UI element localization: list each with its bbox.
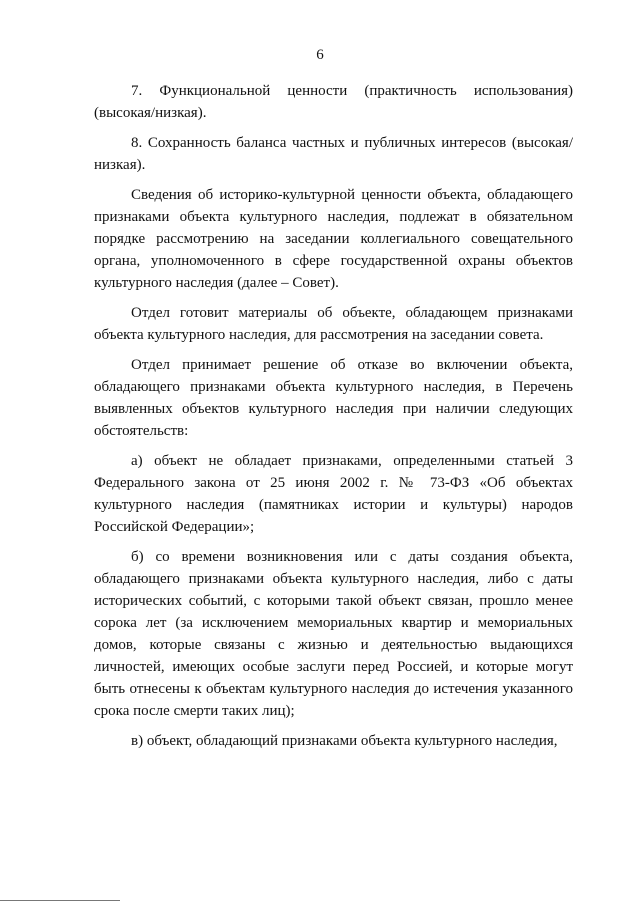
paragraph-criterion-7: 7. Функциональной ценности (практичность использования) (высокая/низкая). (94, 83, 573, 121)
document-body (94, 80, 573, 760)
paragraph-refusal-decision: Отдел принимает решение об отказе во включении объекта, обладающего признаками объекта культурного наследия, в Перечень выявленных объектов культурного наследия при наличии следующих обстоятельств: (94, 357, 573, 439)
paragraph-materials: Отдел готовит материалы об объекте, обладающем признаками объекта культурного наследия, для рассмотрения на заседании совета. (94, 305, 573, 343)
paragraph-item-b: б) со времени возникновения или с даты создания объекта, обладающего признаками объекта культурного наследия, либо с даты исторических событий, с которыми такой объект связан, прошло менее сорока лет (за исключением мемориальных квартир и мемориальных домов, которые связаны с жизнью и деятельностью выдающихся личностей, имеющих особые заслуги перед Россией, и которые могут быть отнесены к объектам культурного наследия до истечения указанного срока после смерти таких лиц); (94, 549, 573, 719)
paragraph-council-review: Сведения об историко-культурной ценности объекта, обладающего признаками объекта культурного наследия, подлежат в обязательном порядке рассмотрению на заседании коллегиального совещательного органа, уполномоченного в сфере государственной охраны объектов культурного наследия (далее – Совет). (94, 187, 573, 291)
footer-rule (0, 900, 120, 901)
paragraph-item-c: в) объект, обладающий признаками объекта культурного наследия, (131, 733, 558, 749)
page-number: 6 (316, 47, 324, 63)
paragraph-criterion-8: 8. Сохранность баланса частных и публичных интересов (высокая/низкая). (94, 135, 573, 173)
paragraph-item-a: а) объект не обладает признаками, определенными статьей 3 Федерального закона от 25 июня 2002 г. № 73-ФЗ «Об объектах культурного наследия (памятниках истории и культуры) народов Российской Федерации»; (94, 453, 573, 535)
